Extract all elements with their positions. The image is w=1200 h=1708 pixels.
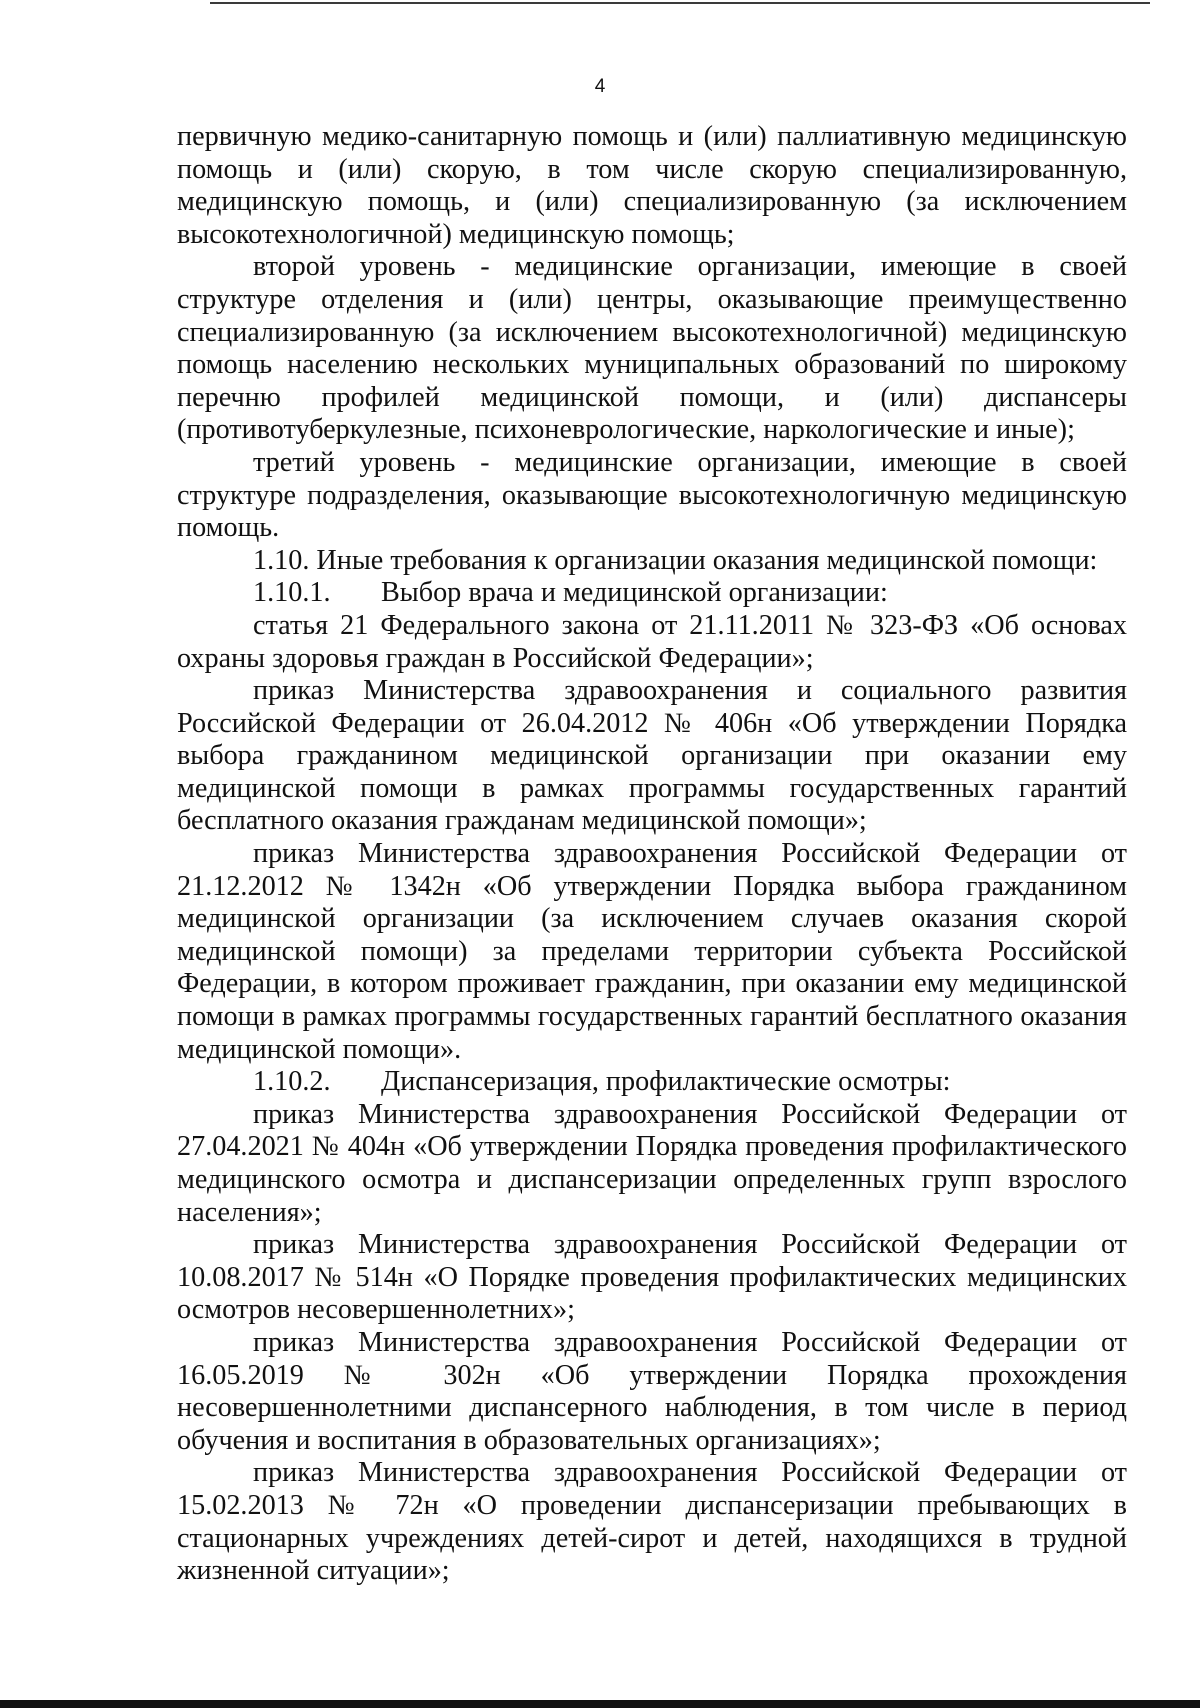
scan-edge-bottom	[0, 1700, 1200, 1708]
subsection-number: 1.10.2.	[253, 1066, 331, 1098]
paragraph-third-level: третий уровень - медицинские организации, имеющие в своей структуре подразделения, оказывающие высокотехнологичную медицинскую помощь.	[177, 446, 1127, 544]
page-number: 4	[594, 76, 606, 97]
subsection-title: Выбор врача и медицинской организации:	[381, 577, 888, 609]
paragraph-second-level: второй уровень - медицинские организации, имеющие в своей структуре отделения и (или) центры, оказывающие преимущественно специализированную (за исключением высокотехнологичной) медицинскую помощь населению нескольких муниципальных образований по широкому перечню профилей медицинской помощи, и (или) диспансеры (противотуберкулезные, психоневрологические, наркологические и иные);	[177, 251, 1127, 446]
section-heading-1-10: 1.10. Иные требования к организации оказания медицинской помощи:	[253, 544, 1098, 576]
subsection-heading-1-10-2	[177, 1066, 1127, 1099]
document-body	[177, 121, 1127, 1588]
paragraph-order-1342n: приказ Министерства здравоохранения Российской Федерации от 21.12.2012 № 1342н «Об утверждении Порядка выбора гражданином медицинской организации (за исключением случаев оказания скорой медицинской помощи) за пределами территории субъекта Российской Федерации, в котором проживает гражданин, при оказании ему медицинской помощи в рамках программы государственных гарантий бесплатного оказания медицинской помощи».	[177, 838, 1127, 1065]
subsection-title: Диспансеризация, профилактические осмотры:	[381, 1066, 951, 1098]
paragraph-order-406n: приказ Министерства здравоохранения и социального развития Российской Федерации от 26.04.2012 № 406н «Об утверждении Порядка выбора гражданином медицинской организации при оказании ему медицинской помощи в рамках программы государственных гарантий бесплатного оказания гражданам медицинской помощи»;	[177, 675, 1127, 837]
subsection-heading-1-10-1	[177, 577, 1127, 610]
paragraph-order-514n: приказ Министерства здравоохранения Российской Федерации от 10.08.2017 № 514н «О Порядке проведения профилактических медицинских осмотров несовершеннолетних»;	[177, 1229, 1127, 1326]
scan-edge-top	[210, 2, 1150, 4]
paragraph-order-404n: приказ Министерства здравоохранения Российской Федерации от 27.04.2021 № 404н «Об утверждении Порядка проведения профилактического медицинского осмотра и диспансеризации определенных групп взрослого населения»;	[177, 1098, 1127, 1228]
paragraph-order-302n: приказ Министерства здравоохранения Российской Федерации от 16.05.2019 № 302н «Об утверждении Порядка прохождения несовершеннолетними диспансерного наблюдения, в том числе в период обучения и воспитания в образовательных организациях»;	[177, 1326, 1127, 1456]
paragraph-order-72n: приказ Министерства здравоохранения Российской Федерации от 15.02.2013 № 72н «О проведении диспансеризации пребывающих в стационарных учреждениях детей-сирот и детей, находящихся в трудной жизненной ситуации»;	[177, 1457, 1127, 1587]
paragraph-law-323: статья 21 Федерального закона от 21.11.2011 № 323-ФЗ «Об основах охраны здоровья граждан в Российской Федерации»;	[177, 609, 1127, 674]
paragraph-continuation: первичную медико-санитарную помощь и (или) паллиативную медицинскую помощь и (или) скорую, в том числе скорую специализированную, медицинскую помощь, и (или) специализированную (за исключением высокотехнологичной) медицинскую помощь;	[177, 121, 1127, 250]
subsection-number: 1.10.1.	[253, 577, 331, 609]
